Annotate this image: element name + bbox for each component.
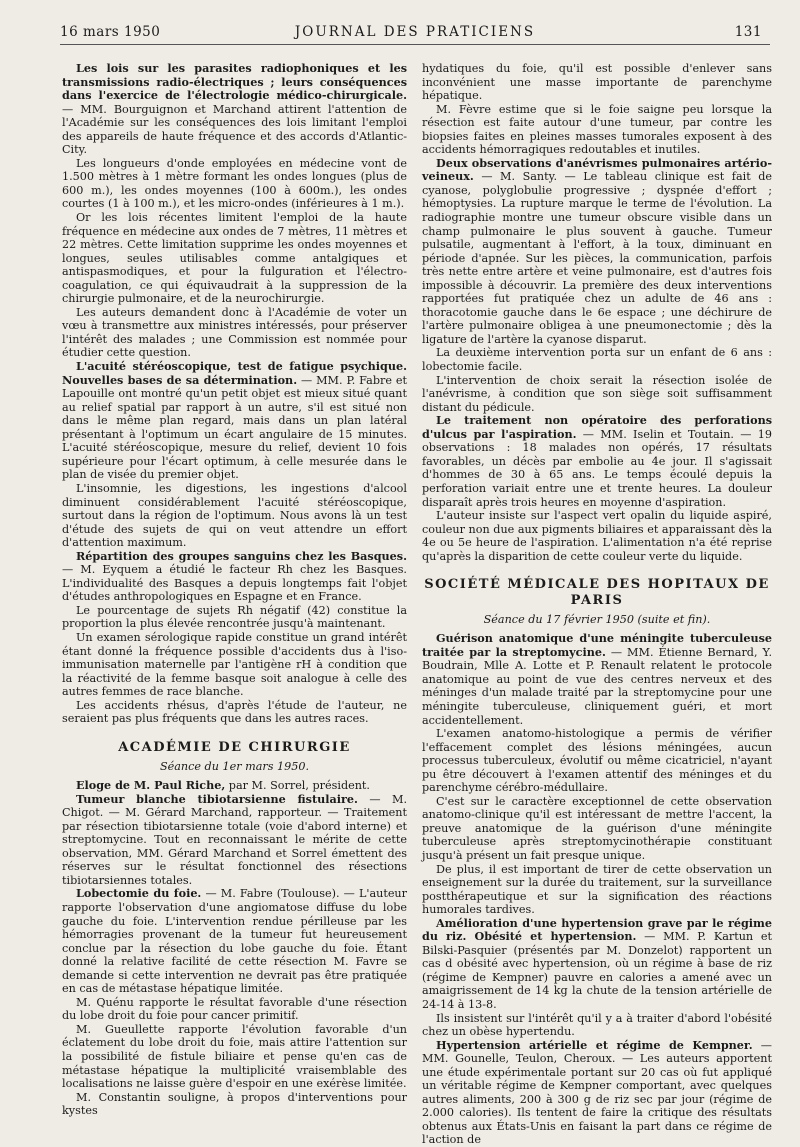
paragraph [62, 1091, 407, 1118]
paragraph [422, 1039, 772, 1147]
paragraph [62, 360, 407, 482]
paragraph-text: M. Fèvre estime que si le foie saigne peu lorsque la résection est faite autour d'une tumeur, par contre les biopsies faites en pleines masses tumorales exposent à des accidents hémorragiques redoutables et inutiles. [422, 102, 772, 157]
running-head [60, 22, 770, 45]
paragraph [422, 414, 772, 509]
paragraph-text: — MM. Iselin et Toutain. — 19 observations : 18 malades non opérés, 17 résultats favorables, un décès par embolie au 4e jour. Il s'agissait d'hommes de 30 à 65 ans. Le temps écoulé depuis la perforation variait entre une et trente heures. La douleur disparaît après trois heures en moyenne d'aspiration. [422, 427, 772, 509]
paragraph-text: L'auteur insiste sur l'aspect vert opalin du liquide aspiré, couleur non due aux pigments biliaires et apparaissant dès la 4e ou 5e heure de l'aspiration. L'alimentation n'a été reprise qu'après la disparition de cette couleur verte du liquide. [422, 509, 772, 563]
paragraph-title: Guérison anatomique d'une méningite tuberculeuse traitée par la streptomycine. [422, 631, 772, 659]
paragraph [62, 306, 407, 360]
paragraph-text: — MM. P. Kartun et Bilski-Pasquier (présentés par M. Donzelot) rapportent un cas d obésité avec hypertension, où un régime à base de riz (régime de Kempner) pauvre en calories a amené avec un amaigrissement de 14 kg la chute de la tension artérielle de 24-14 à 13-8. [422, 930, 772, 1011]
paragraph [62, 62, 407, 157]
paragraph-text: La deuxième intervention porta sur un enfant de 6 ans : lobectomie facile. [422, 346, 772, 374]
paragraph [422, 795, 772, 863]
paragraph-text: C'est sur le caractère exceptionnel de cette observation anatomo-clinique qu'il est intéressant de mettre l'accent, la preuve anatomique de la guérison d'une méningite tuberculeuse après streptomycinothérapie constituant jusqu'à présent un fait presque unique. [422, 794, 772, 862]
paragraph [62, 779, 407, 793]
paragraph [422, 863, 772, 917]
paragraph [422, 62, 772, 103]
paragraph-text: L'insomnie, les digestions, les ingestions d'alcool diminuent considérablement l'acuité stéréoscopique, surtout dans la région de l'optimum. Nous avons là un test d'étude des sujets de qui on veut attendre un effort d'attention maximum. [62, 481, 407, 550]
paragraph-title: Tumeur blanche tibiotarsienne fistulaire. [76, 791, 358, 806]
paragraph [422, 374, 772, 415]
paragraph [422, 346, 772, 373]
paragraph [62, 996, 407, 1023]
paragraph-title: L'acuité stéréoscopique, test de fatigue psychique. Nouvelles bases de sa détermination. [62, 359, 407, 387]
journal-title: JOURNAL DES PRATICIENS [294, 24, 536, 40]
paragraph-text: L'intervention de choix serait la résection isolée de l'anévrisme, à condition que son siège soit suffisamment distant du pédicule. [422, 373, 772, 414]
section-title-societe: SOCIÉTÉ MÉDICALE DES HOPITAUX DE PARIS [424, 577, 770, 608]
right-paragraphs [422, 62, 772, 563]
paragraph-text: hydatiques du foie, qu'il est possible d'enlever sans inconvénient une masse importante de parenchyme hépatique. [422, 62, 772, 103]
paragraph [62, 699, 407, 726]
paragraph-title: Eloge de M. Paul Riche, [76, 778, 226, 793]
paragraph [422, 632, 772, 727]
paragraph-text: — MM. Gounelle, Teulon, Cheroux. — Les auteurs apportent une étude expérimentale portant sur 20 cas où fut appliqué un véritable régime de Kempner comportant, avec quelques autres aliments, 200 à 300 g de riz sec par jour (régime de 2.000 calories). Ils tentent de faire la critique des résultats obtenus aux États-Unis en faisant la part dans ce régime de l'action de [422, 1038, 772, 1147]
paragraph [62, 1023, 407, 1091]
paragraph-text: Les accidents rhésus, d'après l'étude de l'auteur, ne seraient pas plus fréquents que dans les autres races. [62, 698, 407, 726]
page-number: 131 [734, 24, 762, 40]
paragraph [422, 103, 772, 157]
paragraph-text: M. Quénu rapporte le résultat favorable d'une résection du lobe droit du foie pour cancer primitif. [62, 995, 407, 1023]
paragraph-text: par M. Sorrel, président. [225, 779, 370, 793]
issue-date: 16 mars 1950 [60, 24, 161, 40]
right-column [422, 62, 772, 1147]
paragraph-title: Les lois sur les parasites radiophoniques et les transmissions radio-électriques ; leurs conséquences dans l'exercice de l'électrologie médico-chirurgicale. [62, 61, 407, 103]
paragraph-title: Lobectomie du foie. [76, 886, 202, 901]
paragraph [62, 482, 407, 550]
paragraph-text: — M. Eyquem a étudié le facteur Rh chez les Basques. L'individualité des Basques a depuis longtemps fait l'objet d'études anthropologiques en Espagne et en France. [62, 563, 407, 604]
section-subtitle-chirurgie: Séance du 1er mars 1950. [159, 759, 310, 773]
paragraph [422, 727, 772, 795]
paragraph-text: — MM. P. Fabre et Lapouille ont montré qu'un petit objet est mieux situé quant au relief spatial par rapport à un autre, s'il est situé non dans le même plan regard, mais dans un plan latéral présentant à l'optimum un écart angulaire de 15 minutes. L'acuité stéréoscopique, mesure du relief, devient 10 fois supérieure pour l'écart optimum, à celle mesurée dans le plan de visée du premier objet. [62, 373, 407, 482]
paragraph [422, 1012, 772, 1039]
paragraph-text: Or les lois récentes limitent l'emploi de la haute fréquence en médecine aux ondes de 7 mètres, 11 mètres et 22 mètres. Cette limitation supprime les ondes moyennes et longues, seules utilisables comme antalgiques et antispasmodiques, et pour la fulguration et l'électro-coagulation, ce qui équivaudrait à la suppression de la chirurgie pulmonaire, et de la neurochirurgie. [62, 211, 407, 306]
paragraph [422, 157, 772, 347]
left-column [62, 61, 408, 1118]
paragraph-text: Le pourcentage de sujets Rh négatif (42) constitue la proportion la plus élevée rencontrée jusqu'à maintenant. [62, 603, 407, 631]
paragraph-text: M. Gueullette rapporte l'évolution favorable d'un éclatement du lobe droit du foie, mais attire l'attention sur la possibilité de fistule biliaire et pense qu'en cas de métastase hépatique la multiplicité vraisemblable des localisations ne laisse guère d'espoir en une exérèse limitée. [62, 1022, 407, 1091]
paragraph [422, 509, 772, 563]
paragraph [62, 793, 407, 888]
paragraph-text: Les longueurs d'onde employées en médecine vont de 1.500 mètres à 1 mètre formant les ondes longues (plus de 600 m.), les ondes moyennes (100 à 600m.), les ondes courtes (1 à 100 m.), et les micro-ondes (inférieures à 1 m.). [62, 156, 407, 211]
paragraph [62, 604, 407, 631]
left-paragraphs [62, 62, 407, 726]
paragraph-title: Le traitement non opératoire des perforations d'ulcus par l'aspiration. [422, 413, 772, 441]
paragraph-title: Deux observations d'anévrismes pulmonaires artério-veineux. [422, 155, 772, 184]
paragraph-title: Répartition des groupes sanguins chez les Basques. [76, 548, 407, 563]
section-subtitle-societe: Séance du 17 février 1950 (suite et fin). [483, 612, 711, 626]
paragraph [62, 631, 407, 699]
paragraph-text: De plus, il est important de tirer de cette observation un enseignement sur la durée du traitement, sur la surveillance postthérapeutique et sur la signification des réactions humorales tardives. [422, 862, 772, 917]
paragraph-text: L'examen anatomo-histologique a permis de vérifier l'effacement complet des lésions méningées, aucun processus tuberculeux, évolutif ou même cicatriciel, n'ayant pu être découvert à l'examen attentif des méninges et du parenchyme cérébro-médullaire. [422, 727, 772, 795]
left-paragraphs-2 [62, 779, 407, 1118]
paragraph-title: Hypertension artérielle et régime de Kempner. [436, 1037, 753, 1052]
paragraph-text: — MM. Étienne Bernard, Y. Boudrain, Mlle A. Lotte et P. Renault relatent le protocole anatomique au point de vue des centres nerveux et des méninges d'un malade traité par la streptomycine pour une méningite tuberculeuse, cliniquement guéri, et mort accidentellement. [422, 645, 772, 727]
paragraph-text: — M. Santy. — Le tableau clinique est fait de cyanose, polyglobulie progressive ; dyspnée d'effort ; hémoptysies. La rupture marque le terme de l'évolution. La radiographie montre une tumeur obscure visible dans un champ pulmonaire le plus souvent à gauche. Tumeur pulsatile, augmentant à l'effort, à la toux, diminuant en période d'apnée. Sur les pièces, la communication, parfois très nette entre artère et veine pulmonaire, est d'autres fois impossible à découvrir. La première des deux interventions rapportées fut pratiquée chez un adulte de 46 ans : thoracotomie gauche dans le 6e espace ; une déchirure de l'artère pulmonaire obligea à une pneumonectomie ; dès la ligature de l'artère la cyanose disparut. [422, 170, 772, 346]
paragraph [422, 917, 772, 1012]
paragraph-title: Amélioration d'une hypertension grave par le régime du riz. Obésité et hypertension. [422, 915, 772, 944]
paragraph [62, 211, 407, 306]
paragraph-text: — M. Chigot. — M. Gérard Marchand, rapporteur. — Traitement par résection tibiotarsienne totale (voie d'abord interne) et streptomycine. Tout en reconnaissant le mérite de cette observation, MM. Gérard Marchand et Sorrel émettent des réserves sur le résultat fonctionnel des résections tibiotarsiennes totales. [62, 792, 408, 887]
paragraph-text: Un examen sérologique rapide constitue un grand intérêt étant donné la fréquence possible d'accidents dus à l'iso-immunisation maternelle par l'antigène rH à condition que la réactivité de la femme basque soit analogue à celle des autres femmes de race blanche. [62, 630, 407, 699]
right-paragraphs-2 [422, 632, 772, 1147]
paragraph-text: — MM. Bourguignon et Marchand attirent l'attention de l'Académie sur les conséquences des lois limitant l'emploi des appareils de haute fréquence et des accords d'Atlantic-City. [62, 102, 407, 157]
paragraph-text: — M. Fabre (Toulouse). — L'auteur rapporte l'observation d'une angiomatose diffuse du lobe gauche du foie. L'intervention rendue périlleuse par les hémorragies provenant de la tumeur fut heureusement conclue par la résection du lobe gauche du foie. Étant donné la relative facilité de cette résection M. Favre se demande si cette intervention ne devrait pas être pratiquée en cas de métastase hépatique limitée. [62, 887, 407, 996]
paragraph [62, 887, 407, 995]
paragraph-text: Les auteurs demandent donc à l'Académie de voter un vœu à transmettre aux ministres intéressés, pour préserver l'intérêt des malades ; une Commission est nommée pour étudier cette question. [62, 305, 407, 360]
paragraph-text: Ils insistent sur l'intérêt qu'il y a à traiter d'abord l'obésité chez un obèse hypertendu. [422, 1011, 772, 1039]
paragraph [62, 157, 407, 211]
paragraph-text: M. Constantin souligne, à propos d'interventions pour kystes [62, 1090, 407, 1118]
section-title-chirurgie: ACADÉMIE DE CHIRURGIE [118, 739, 351, 755]
paragraph [62, 550, 407, 604]
